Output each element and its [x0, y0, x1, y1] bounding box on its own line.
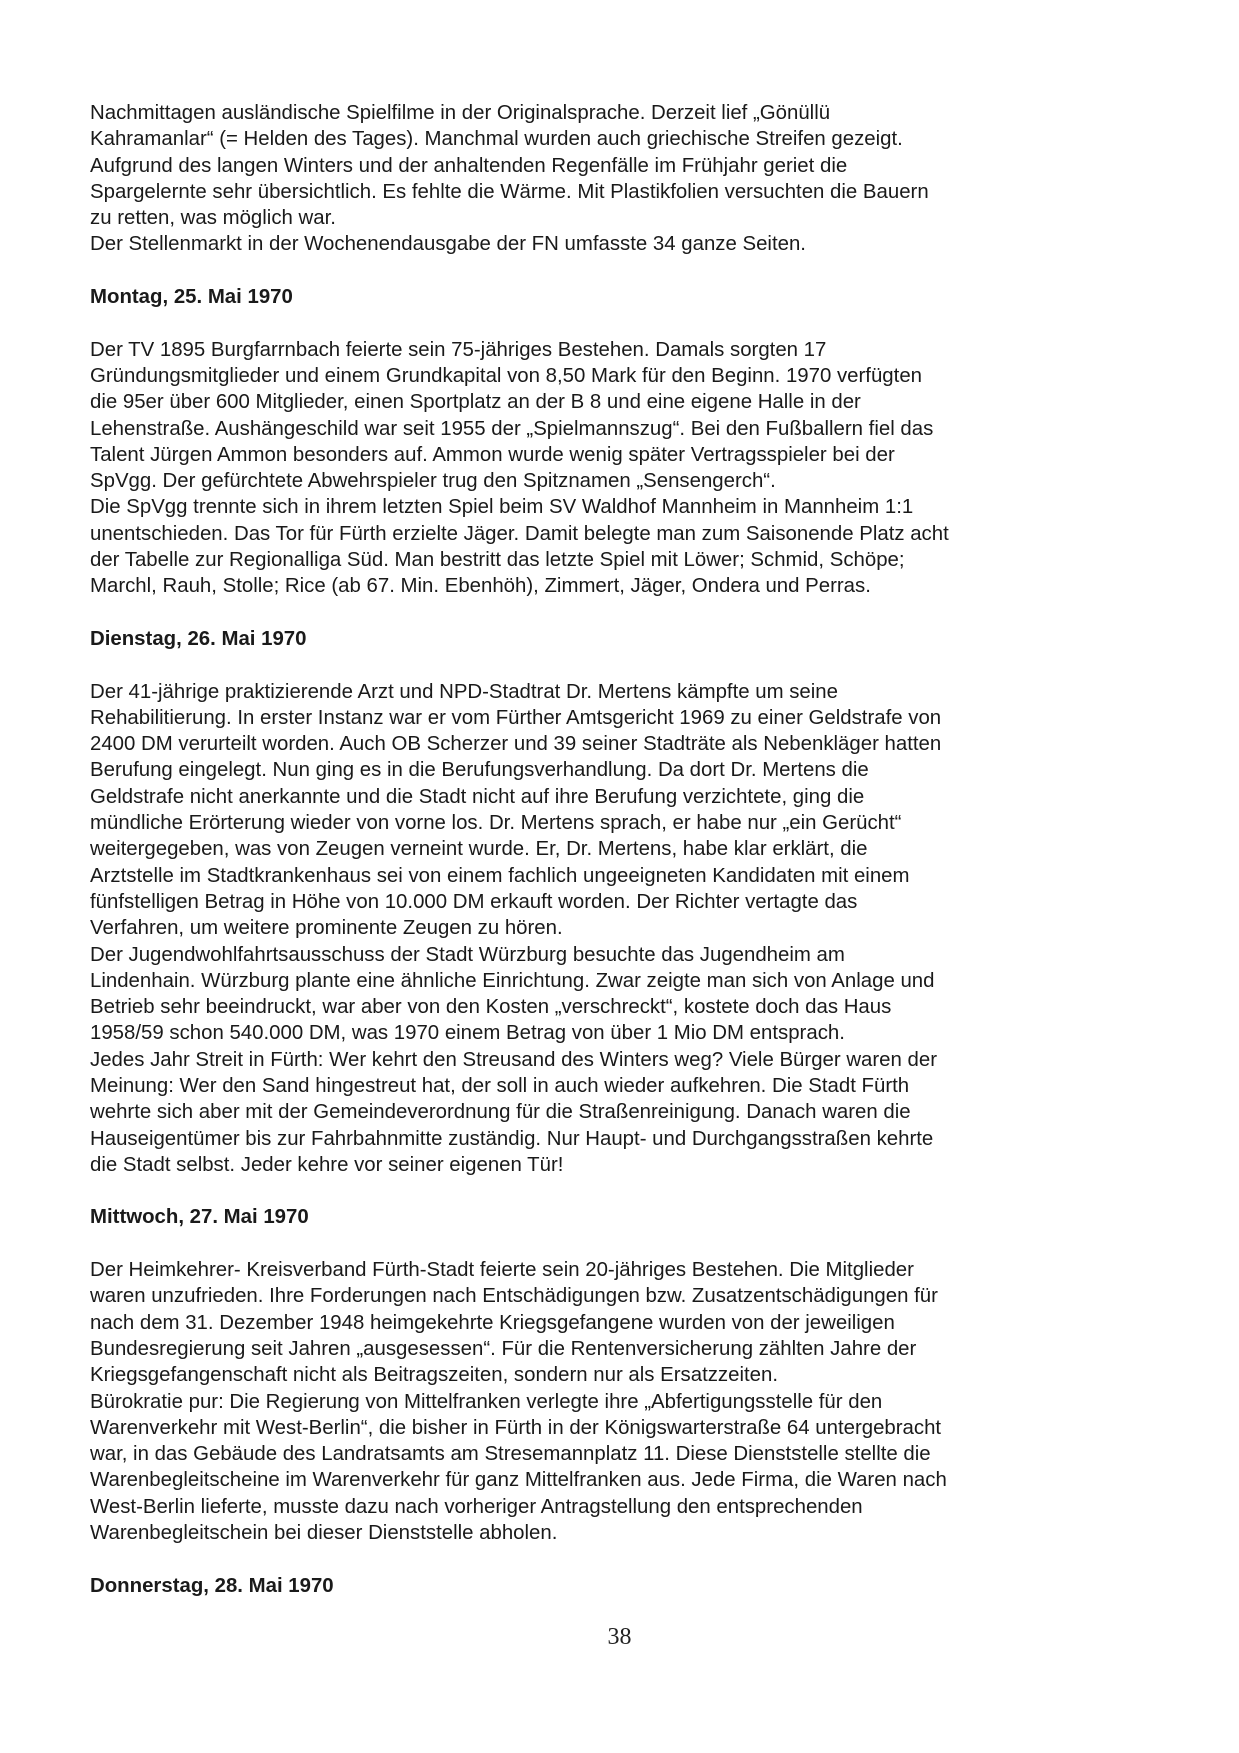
text-line: Warenbegleitschein bei dieser Dienststelle abholen.	[90, 1522, 558, 1545]
section-heading: Mittwoch, 27. Mai 1970	[90, 1206, 309, 1229]
text-line: Jedes Jahr Streit in Fürth: Wer kehrt den Streusand des Winters weg? Viele Bürger waren der	[90, 1048, 937, 1071]
text-line: der Tabelle zur Regionalliga Süd. Man bestritt das letzte Spiel mit Löwer; Schmid, Schöpe;	[90, 549, 905, 572]
text-line: unentschieden. Das Tor für Fürth erzielte Jäger. Damit belegte man zum Saisonende Platz acht	[90, 522, 949, 545]
text-line: Arztstelle im Stadtkrankenhaus sei von einem fachlich ungeeigneten Kandidaten mit einem	[90, 864, 910, 887]
section-heading: Donnerstag, 28. Mai 1970	[90, 1574, 334, 1597]
text-line: war, in das Gebäude des Landratsamts am Stresemannplatz 11. Diese Dienststelle stellte die	[90, 1443, 931, 1466]
text-line: Lindenhain. Würzburg plante eine ähnliche Einrichtung. Zwar zeigte man sich von Anlage und	[90, 969, 935, 992]
text-line: waren unzufrieden. Ihre Forderungen nach Entschädigungen bzw. Zusatzentschädigungen für	[90, 1285, 938, 1308]
text-line: Gründungsmitglieder und einem Grundkapital von 8,50 Mark für den Beginn. 1970 verfügten	[90, 364, 922, 387]
text-line: Berufung eingelegt. Nun ging es in die Berufungsverhandlung. Da dort Dr. Mertens die	[90, 759, 869, 782]
text-line: Warenverkehr mit West-Berlin“, die bisher in Fürth in der Königswarterstraße 64 untergebracht	[90, 1416, 942, 1439]
spacer	[90, 652, 1090, 678]
intro-paragraph	[90, 100, 1090, 258]
text-line: Bürokratie pur: Die Regierung von Mittelfranken verlegte ihre „Abfertigungsstelle für den	[90, 1390, 883, 1413]
section-montag	[90, 284, 1090, 600]
spacer	[90, 1231, 1090, 1257]
section-mittwoch	[90, 1204, 1090, 1546]
section-heading: Dienstag, 26. Mai 1970	[90, 627, 307, 650]
text-line: Marchl, Rauh, Stolle; Rice (ab 67. Min. Ebenhöh), Zimmert, Jäger, Ondera und Perras.	[90, 575, 871, 598]
section-donnerstag	[90, 1573, 1090, 1599]
text-line: Der Jugendwohlfahrtsausschuss der Stadt Würzburg besuchte das Jugendheim am	[90, 943, 845, 966]
text-line: Der TV 1895 Burgfarrnbach feierte sein 75-jähriges Bestehen. Damals sorgten 17	[90, 338, 827, 361]
spacer	[90, 258, 1090, 284]
text-line: Warenbegleitscheine im Warenverkehr für ganz Mittelfranken aus. Jede Firma, die Waren nach	[90, 1469, 947, 1492]
spacer	[90, 310, 1090, 336]
text-line: Nachmittagen ausländische Spielfilme in der Originalsprache. Derzeit lief „Gönüllü	[90, 102, 831, 124]
text-line: die 95er über 600 Mitglieder, einen Sportplatz an der B 8 und eine eigene Halle in der	[90, 391, 861, 414]
text-line: West-Berlin lieferte, musste dazu nach vorheriger Antragstellung den entsprechenden	[90, 1495, 863, 1518]
section-dienstag	[90, 626, 1090, 1178]
text-line: Meinung: Wer den Sand hingestreut hat, der soll in auch wieder aufkehren. Die Stadt Fürth	[90, 1074, 910, 1097]
text-line: Betrieb sehr beeindruckt, war aber von den Kosten „verschreckt“, kostete doch das Haus	[90, 996, 892, 1019]
document-page	[90, 100, 1090, 1599]
text-line: die Stadt selbst. Jeder kehre vor seiner eigenen Tür!	[90, 1153, 564, 1176]
page-number: 38	[607, 1624, 632, 1650]
text-line: Der Stellenmarkt in der Wochenendausgabe der FN umfasste 34 ganze Seiten.	[90, 233, 806, 256]
text-line: nach dem 31. Dezember 1948 heimgekehrte Kriegsgefangene wurden von der jeweiligen	[90, 1311, 895, 1334]
text-line: zu retten, was möglich war.	[90, 207, 336, 230]
text-line: Der 41-jährige praktizierende Arzt und NPD-Stadtrat Dr. Mertens kämpfte um seine	[90, 680, 838, 703]
text-line: Lehenstraße. Aushängeschild war seit 1955 der „Spielmannszug“. Bei den Fußballern fiel das	[90, 417, 934, 440]
text-line: wehrte sich aber mit der Gemeindeverordnung für die Straßenreinigung. Danach waren die	[90, 1101, 911, 1124]
text-line: Verfahren, um weitere prominente Zeugen zu hören.	[90, 917, 563, 940]
text-line: Der Heimkehrer- Kreisverband Fürth-Stadt feierte sein 20-jähriges Bestehen. Die Mitglieder	[90, 1259, 914, 1282]
text-line: mündliche Erörterung wieder von vorne los. Dr. Mertens sprach, er habe nur „ein Gerücht“	[90, 812, 902, 835]
text-line: Geldstrafe nicht anerkannte und die Stadt nicht auf ihre Berufung verzichtete, ging die	[90, 785, 865, 808]
text-line: Spargelernte sehr übersichtlich. Es fehlte die Wärme. Mit Plastikfolien versuchten die Bauern	[90, 180, 929, 203]
text-line: Bundesregierung seit Jahren „ausgesessen“. Für die Rentenversicherung zählten Jahre der	[90, 1337, 917, 1360]
spacer	[90, 600, 1090, 626]
text-line: weitergegeben, was von Zeugen verneint wurde. Er, Dr. Mertens, habe klar erklärt, die	[90, 838, 868, 861]
text-line: 1958/59 schon 540.000 DM, was 1970 einem Betrag von über 1 Mio DM entsprach.	[90, 1022, 845, 1045]
text-line: Rehabilitierung. In erster Instanz war er vom Fürther Amtsgericht 1969 zu einer Geldstrafe von	[90, 706, 942, 729]
text-line: 2400 DM verurteilt worden. Auch OB Scherzer und 39 seiner Stadträte als Nebenkläger hatten	[90, 733, 942, 756]
text-line: Die SpVgg trennte sich in ihrem letzten Spiel beim SV Waldhof Mannheim in Mannheim 1:1	[90, 496, 914, 519]
text-line: Hauseigentümer bis zur Fahrbahnmitte zuständig. Nur Haupt- und Durchgangsstraßen kehrte	[90, 1127, 934, 1150]
text-line: SpVgg. Der gefürchtete Abwehrspieler trug den Spitznamen „Sensengerch“.	[90, 470, 776, 493]
text-line: Aufgrund des langen Winters und der anhaltenden Regenfälle im Frühjahr geriet die	[90, 154, 848, 177]
text-line: Kriegsgefangenschaft nicht als Beitragszeiten, sondern nur als Ersatzzeiten.	[90, 1364, 779, 1387]
spacer	[90, 1546, 1090, 1572]
text-line: fünfstelligen Betrag in Höhe von 10.000 DM erkauft worden. Der Richter vertagte das	[90, 890, 858, 913]
text-line: Talent Jürgen Ammon besonders auf. Ammon wurde wenig später Vertragsspieler bei der	[90, 443, 895, 466]
text-line: Kahramanlar“ (= Helden des Tages). Manchmal wurden auch griechische Streifen gezeigt.	[90, 128, 903, 151]
spacer	[90, 1178, 1090, 1204]
section-heading: Montag, 25. Mai 1970	[90, 286, 293, 309]
